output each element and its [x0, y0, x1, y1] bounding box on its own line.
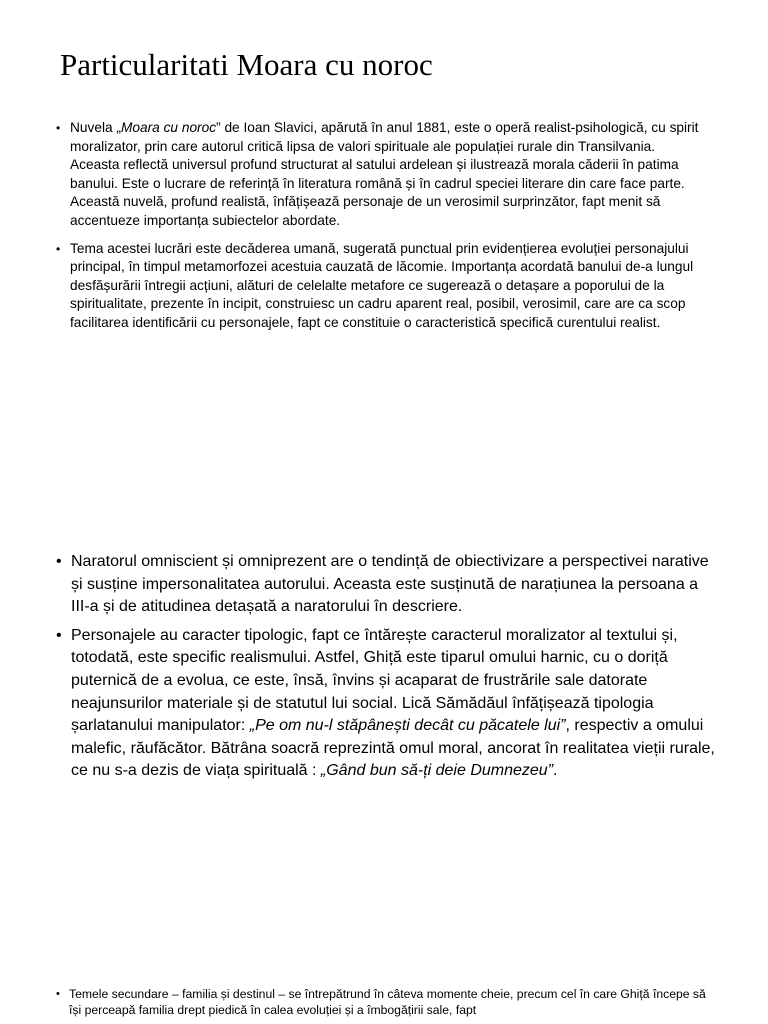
bullet-text-part: , respectiv a omului malefic, răufăcător. Bătrâna soacră reprezintă omul moral, ancorat în realitatea vieții rurale, ce nu s-a dezis de viața spirituală : [71, 717, 715, 780]
bullet-icon: • [56, 626, 62, 644]
quote: „Gând bun să-ți deie Dumnezeu” [320, 762, 554, 780]
bullet-text: Tema acestei lucrări este decăderea umană, sugerată punctual prin evidențierea evoluției personajului principal, în timpul metamorfozei acestuia cauzată de lăcomie. Importanța acordată banului de-a lungul desfășurării întregii acțiuni, alături de celelalte metafore ce sugerează o detașare a poporului de la spiritualitate, prezente în incipit, construiesc un cadru aparent real, posibil, verosimil, care are ca scop facilitarea identificării cu personajele, fapt ce constituie o caracteristică specifică curentului realist. [70, 240, 694, 330]
bullet-item [56, 986, 706, 1018]
bullet-list [56, 551, 716, 789]
quote: „Pe om nu-l stăpânești decât cu păcatele lui” [249, 717, 566, 735]
work-title: Moara cu noroc [120, 120, 217, 135]
bullet-item [56, 551, 716, 619]
bullet-text-start: Nuvela „ [70, 120, 121, 135]
bullet-icon: • [56, 988, 60, 1000]
bullet-icon: • [56, 553, 62, 570]
slide-3 [0, 960, 768, 1024]
bullet-item [56, 119, 706, 231]
bullet-text: Temele secundare – familia și destinul – se întrepătrund în câteva momente cheie, precum cel în care Ghiță începe să își perceapă familia drept piedică în calea evoluției și a îmbogățirii sale, fapt [69, 987, 706, 1017]
slide-2 [0, 520, 768, 960]
bullet-icon: • [56, 241, 61, 256]
bullet-text-rest: ” de Ioan Slavici, apărută în anul 1881, este o operă realist-psihologică, cu spirit moralizator, prin care autorul critică lipsa de valori spirituale ale populației rurale din Transilvania. Aceasta reflectă universul profund structurat al satului ardelean și ilustrează morala căderii în patima banului. Este o lucrare de referință în literatura română și în cadrul speciei literare din care face parte. Această nuvelă, profund realistă, înfățișează personaje de un verosimil surprinzător, fapt menit să accentueze importanța subiectelor abordate. [70, 120, 699, 228]
bullet-list [56, 119, 706, 342]
slide-title: Particularitati Moara cu noroc [60, 47, 433, 82]
bullet-icon: • [56, 121, 61, 135]
bullet-list [56, 986, 706, 1018]
bullet-item [56, 625, 716, 783]
bullet-text-part: Personajele au caracter tipologic, fapt ce întărește caracterul moralizator al textului și, totodată, este specific realismului. Astfel, Ghiță este tiparul omului harnic, cu o doriță puternică de a evolua, ce este, însă, învins și acaparat de frustrările sale datorate neajunsurilor materiale și de statutul lui social. Lică Sămădăul înfățișează tipologia șarlatanului manipulator: [71, 626, 678, 735]
bullet-text: Naratorul omniscient și omniprezent are o tendință de obiectivizare a perspectivei narative și susține impersonalitatea autorului. Aceasta este susținută de narațiunea la persoana a III-a și de atitudinea detașată a naratorului în descriere. [71, 553, 709, 616]
bullet-text-part: . [553, 762, 558, 780]
bullet-item [56, 240, 706, 333]
